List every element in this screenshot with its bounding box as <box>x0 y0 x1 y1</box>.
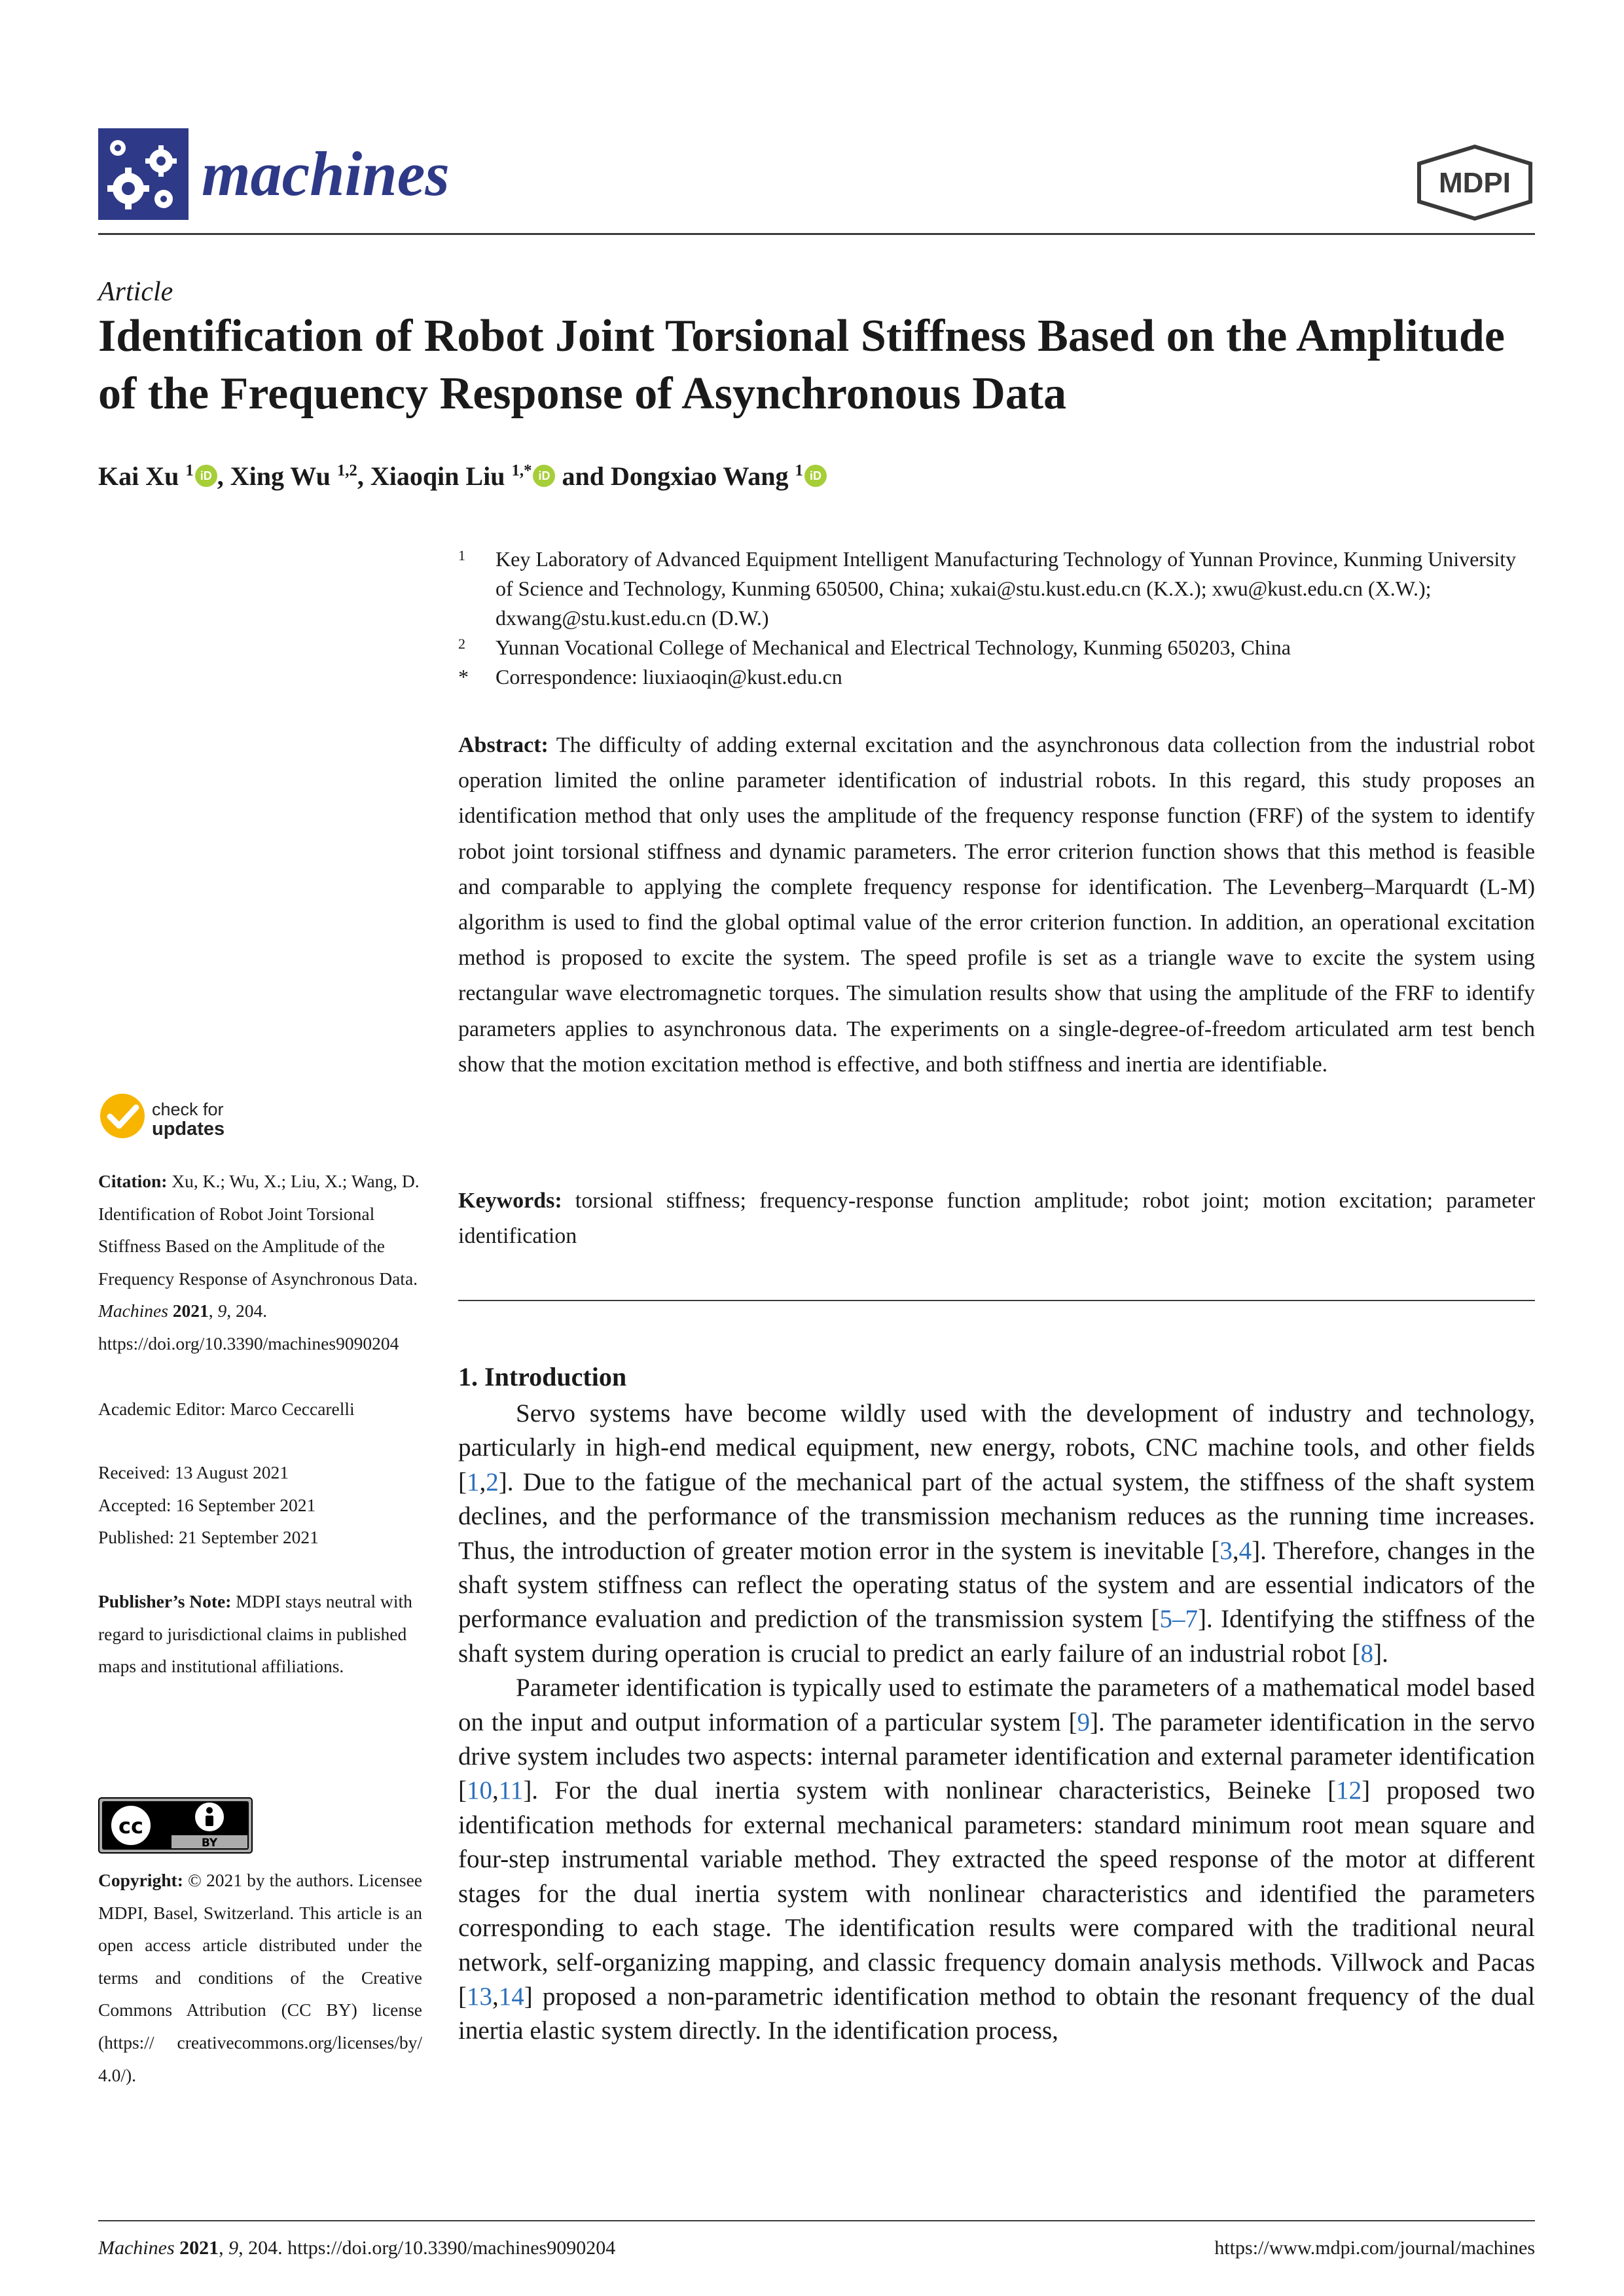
header-divider <box>98 233 1535 235</box>
orcid-icon[interactable]: iD <box>533 465 555 487</box>
copyright-text: © 2021 by the authors. Licensee MDPI, Basel, Switzerland. This article is an open access article distributed under the terms and conditions of the Creative Commons Attribution (CC BY) license (https:// creativecommons.org/licenses/by/ 4.0/). <box>98 1870 423 2085</box>
citation-link[interactable]: 8 <box>1360 1639 1374 1668</box>
abstract-text: The difficulty of adding external excitation and the asynchronous data collection from the industrial robot operation limited the online parameter identification of industrial robots. In this regard, this study proposes an identification method that only uses the amplitude of the frequency response function (FRF) of the system to identify robot joint torsional stiffness and dynamic parameters. The error criterion function shows that this method is feasible and comparable to applying the complete frequency response for identification. The Levenberg–Marquardt (L-M) algorithm is used to find the global optimal value of the error criterion function. In addition, an operational excitation method is proposed to excite the system. The speed profile is set as a triangle wave to excite the system using rectangular wave electromagnetic torques. The simulation results show that using the amplitude of the FRF to identify parameters applies to asynchronous data. The experiments on a single-degree-of-freedom articulated arm test bench show that the motion excitation method is effective, and both stiffness and inertia are identifiable. <box>458 733 1535 1077</box>
mdpi-logo-text: MDPI <box>1439 167 1511 199</box>
citation-link[interactable]: 2 <box>486 1467 499 1496</box>
sidebar-info <box>98 1165 422 1683</box>
publishers-note <box>98 1585 422 1683</box>
author-separator: , <box>217 461 230 491</box>
keywords-label: Keywords: <box>458 1189 562 1213</box>
section-heading: 1. Introduction <box>458 1362 627 1391</box>
author-name: Xiaoqin Liu <box>370 461 505 491</box>
citation-link[interactable]: 3 <box>1219 1536 1233 1565</box>
author-list <box>98 461 827 492</box>
abstract <box>458 728 1535 1083</box>
paragraph-text: ]. For the dual inertia system with nonlinear characteristics, Beineke [ <box>523 1776 1337 1805</box>
footer-doi[interactable]: , 204. https://doi.org/10.3390/machines9090204 <box>238 2237 616 2259</box>
copyright-notice <box>98 1864 422 2091</box>
paragraph <box>458 1671 1535 2048</box>
keywords-divider <box>458 1300 1535 1301</box>
footer-journal-url[interactable]: https://www.mdpi.com/journal/machines <box>1214 2237 1535 2259</box>
author-separator: and <box>555 461 611 491</box>
footer-citation: Machines 2021, 9, 204. https://doi.org/10.3390/machines9090204 <box>98 2237 616 2259</box>
author-affiliation-mark: 1 <box>185 461 194 480</box>
author-affiliation-mark: 1,2 <box>336 461 357 480</box>
by-text: BY <box>201 1837 218 1850</box>
footer-year: 2021 <box>179 2237 219 2259</box>
affiliation-text: Yunnan Vocational College of Mechanical and Electrical Technology, Kunming 650203, China <box>496 636 1291 659</box>
received-date: Received: 13 August 2021 <box>98 1462 289 1483</box>
citation-label: Citation: <box>98 1171 168 1191</box>
citation-year: 2021 <box>172 1300 209 1321</box>
affiliation-mark: * <box>458 665 469 689</box>
author-affiliation-mark: 1 <box>795 461 803 480</box>
check-for-updates-label[interactable] <box>152 1100 225 1139</box>
accepted-date: Accepted: 16 September 2021 <box>98 1494 316 1515</box>
paragraph <box>458 1397 1535 1671</box>
citation-pages: , 204. https://doi.org/10.3390/machines9090204 <box>98 1300 399 1354</box>
paragraph-text: ] proposed two identification methods for external mechanical parameters: standard minimum root mean square and four-step instrumental variable method. They extracted the speed response of the motor at different stages for the dual inertia system with nonlinear characteristics and identified the parameters corresponding to each stage. The identification results were compared with the traditional neural network, self-organizing mapping, and classic frequency domain analysis methods. Villwock and Pacas [ <box>458 1776 1535 2011</box>
affiliation-mark: 2 <box>458 636 465 652</box>
introduction-body <box>458 1397 1535 2049</box>
footer-journal: Machines <box>98 2237 175 2259</box>
publishers-note-text: MDPI stays neutral with regard to jurisdictional claims in published maps and institutional affiliations. <box>98 1590 412 1677</box>
article-title: Identification of Robot Joint Torsional Stiffness Based on the Amplitude of the Frequency Response of Asynchronous Data <box>98 311 1505 419</box>
citation-link[interactable]: 4 <box>1238 1536 1252 1565</box>
citation-link[interactable]: 12 <box>1336 1776 1362 1805</box>
copyright-label: Copyright: <box>98 1870 183 1890</box>
affiliation-item <box>458 662 1538 692</box>
affiliation-mark: 1 <box>458 547 465 564</box>
author-affiliation-mark: 1,* <box>511 461 532 480</box>
paragraph-text: ]. Therefore, changes in the shaft system stiffness can reflect the operating status of the system and are essential indicators of the performance evaluation and prediction of the transmission system [ <box>458 1536 1535 1634</box>
paragraph-text: ] proposed a non-parametric identification method to obtain the resonant frequency of the dual inertia elastic system directly. In the identification process, <box>458 1982 1535 2045</box>
affiliation-item <box>458 545 1538 633</box>
paragraph-text: , <box>492 1982 499 2011</box>
author-separator: , <box>357 461 370 491</box>
citation: Citation: Xu, K.; Wu, X.; Liu, X.; Wang, D. Identification of Robot Joint Torsional Stiffness Based on the Amplitude of the Frequency Response of Asynchronous Data. Machines 2021, 9, 204. https://doi.org/10.3390/machines9090204 <box>98 1171 420 1354</box>
author-name: Xing Wu <box>230 461 331 491</box>
orcid-icon[interactable]: iD <box>195 465 217 487</box>
article-type: Article <box>98 277 173 307</box>
paragraph-text: , <box>1232 1536 1239 1565</box>
affiliation-item <box>458 633 1538 662</box>
paragraph-text: ]. <box>1373 1639 1388 1668</box>
mdpi-logo <box>1413 144 1537 221</box>
journal-name: machines <box>202 139 450 209</box>
paragraph-text: , <box>492 1776 499 1805</box>
paragraph-text: Servo systems have become wildly used with the development of industry and technology, particularly in high-end medical equipment, new energy, robots, CNC machine tools, and other fields [ <box>458 1399 1535 1496</box>
citation-text: Xu, K.; Wu, X.; Liu, X.; Wang, D. Identification of Robot Joint Torsional Stiffness Based on the Amplitude of the Frequency Response of Asynchronous Data. <box>98 1171 420 1289</box>
author-name: Kai Xu <box>98 461 179 491</box>
paragraph-text: ]. The parameter identification in the servo drive system includes two aspects: internal parameter identification and external parameter identification [ <box>458 1708 1535 1805</box>
check-for-updates-icon[interactable] <box>98 1092 147 1140</box>
check-for-updates-line2: updates <box>152 1119 225 1139</box>
check-for-updates-line1: check for <box>152 1100 224 1119</box>
keywords-text: torsional stiffness; frequency-response function amplitude; robot joint; motion excitation; parameter identification <box>458 1189 1536 1248</box>
paragraph-text: , <box>479 1467 486 1496</box>
footer-volume: 9 <box>228 2237 239 2259</box>
citation-link[interactable]: 11 <box>498 1776 524 1805</box>
published-date: Published: 21 September 2021 <box>98 1527 319 1548</box>
citation-link[interactable]: 9 <box>1077 1708 1091 1736</box>
footer-divider <box>98 2220 1535 2221</box>
abstract-label: Abstract: <box>458 733 549 757</box>
paragraph-text: ]. Identifying the stiffness of the shaft system during operation is crucial to predict an early failure of an industrial robot [ <box>458 1605 1535 1668</box>
citation-link[interactable]: 1 <box>467 1467 480 1496</box>
citation-link[interactable]: 13 <box>467 1982 492 2011</box>
citation-link[interactable]: 14 <box>498 1982 524 2011</box>
author-name: Dongxiao Wang <box>610 461 789 491</box>
paragraph-text: Parameter identification is typically used to estimate the parameters of a mathematical model based on the input and output information of a particular system [ <box>458 1674 1535 1736</box>
affiliation-text: Key Laboratory of Advanced Equipment Intelligent Manufacturing Technology of Yunnan Province, Kunming University of Science and Technology, Kunming 650500, China; xukai@stu.kust.edu.cn (K.X.); xwu@kust.edu.cn (X.W.); dxwang@stu.kust.edu.cn (D.W.) <box>496 547 1517 630</box>
citation-link[interactable]: 10 <box>467 1776 492 1805</box>
orcid-icon[interactable]: iD <box>804 465 827 487</box>
paragraph-text: ]. Due to the fatigue of the mechanical part of the actual system, the stiffness of the shaft system declines, and the performance of the transmission mechanism reduces as the running time increases. Thus, the introduction of greater motion error in the system is inevitable [ <box>458 1467 1535 1565</box>
keywords <box>458 1183 1535 1254</box>
cc-text: cc <box>118 1814 143 1839</box>
publishers-note-label: Publisher’s Note: <box>98 1590 232 1611</box>
affiliations <box>458 545 1538 692</box>
academic-editor: Academic Editor: Marco Ceccarelli <box>98 1398 355 1419</box>
affiliation-text: Correspondence: liuxiaoqin@kust.edu.cn <box>496 665 842 689</box>
cc-by-license-icon[interactable] <box>98 1797 253 1854</box>
citation-link[interactable]: 5–7 <box>1159 1605 1199 1634</box>
gears-icon <box>98 128 189 220</box>
citation-volume: 9 <box>217 1300 227 1321</box>
citation-journal: Machines <box>98 1300 168 1321</box>
